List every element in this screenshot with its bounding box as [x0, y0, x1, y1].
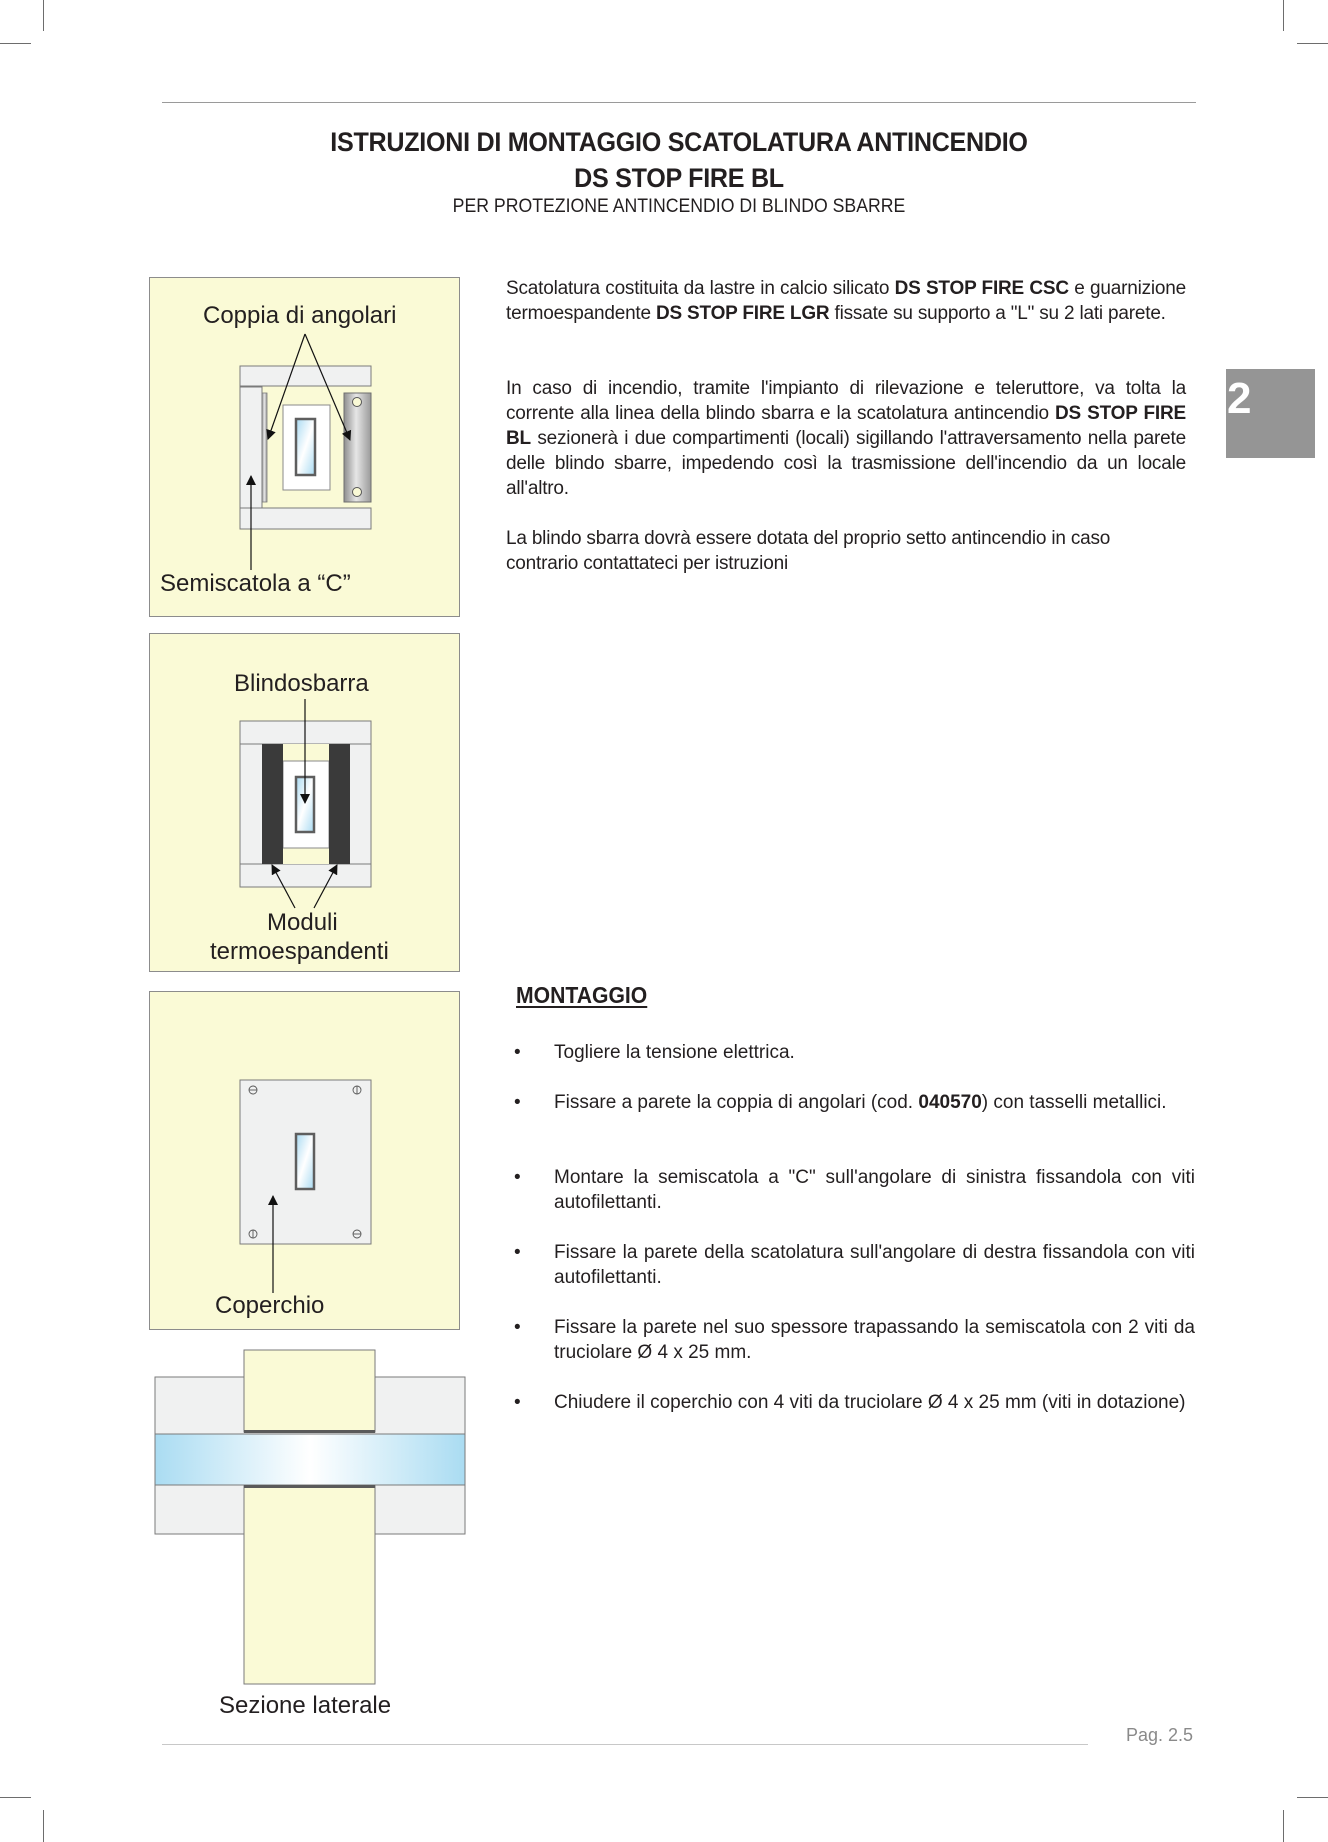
bullet-icon: • — [514, 1317, 521, 1338]
page-number: Pag. 2.5 — [1126, 1725, 1194, 1745]
bullet-icon: • — [514, 1042, 521, 1063]
crop-mark — [1297, 1797, 1328, 1798]
bullet-icon: • — [514, 1092, 521, 1113]
figure-label-angle-pair: Coppia di angolari — [203, 302, 397, 329]
section-heading-assembly: MONTAGGIO — [516, 982, 648, 1008]
product-name: DS STOP FIRE LGR — [655, 303, 830, 324]
footer-rule — [162, 1744, 1088, 1745]
crop-mark — [0, 1797, 31, 1798]
bullet-icon: • — [514, 1242, 521, 1263]
figure-label-thermo: termoespandenti — [210, 938, 389, 965]
figure-label-side-section: Sezione laterale — [219, 1692, 392, 1719]
crop-mark — [0, 43, 31, 44]
intro-paragraph-2: In caso di incendio, tramite l'impianto di rilevazione e teleruttore, va tolta la corrente alla linea della blindo sbarra e la scatolatura antincendio DS STOP FIRE BL sezionerà i due compartimenti (locali) sigillando l'attraversamento nella parete delle blindo sbarre, impedendo così la trasmissione dell'incendio da un locale all'altro. — [506, 378, 1186, 499]
product-name: DS STOP FIRE CSC — [894, 278, 1069, 299]
page-subtitle: PER PROTEZIONE ANTINCENDIO DI BLINDO SBARRE — [452, 196, 906, 217]
figure-diagram-side-section — [0, 0, 1, 1]
bullet-icon: • — [514, 1167, 521, 1188]
header-rule — [162, 102, 1196, 103]
bullet-icon: • — [514, 1392, 521, 1413]
figure-label-c-half-box: Semiscatola a “C” — [160, 570, 351, 597]
section-number: 2 — [1227, 374, 1252, 423]
page-title: ISTRUZIONI DI MONTAGGIO SCATOLATURA ANTINCENDIO — [330, 127, 1028, 157]
crop-mark — [43, 0, 44, 31]
product-title: DS STOP FIRE BL — [574, 163, 784, 193]
figure-label-busbar: Blindosbarra — [234, 670, 369, 697]
crop-mark — [1297, 43, 1328, 44]
product-code: 040570 — [918, 1092, 982, 1113]
crop-mark — [43, 1810, 44, 1842]
figure-label-modules: Moduli — [267, 909, 338, 936]
intro-paragraph-1: Scatolatura costituita da lastre in calcio silicato DS STOP FIRE CSC e guarnizione termoespandente DS STOP FIRE LGR fissate su supporto a "L" su 2 lati parete. — [506, 278, 1187, 324]
intro-paragraph-3: La blindo sbarra dovrà essere dotata del proprio setto antincendio in caso contrario contattateci per istruzioni — [506, 528, 1111, 574]
crop-mark — [1283, 0, 1284, 31]
product-name: DS STOP FIRE BL — [506, 403, 1186, 449]
crop-mark — [1283, 1810, 1284, 1842]
figure-label-cover: Coperchio — [215, 1292, 325, 1319]
